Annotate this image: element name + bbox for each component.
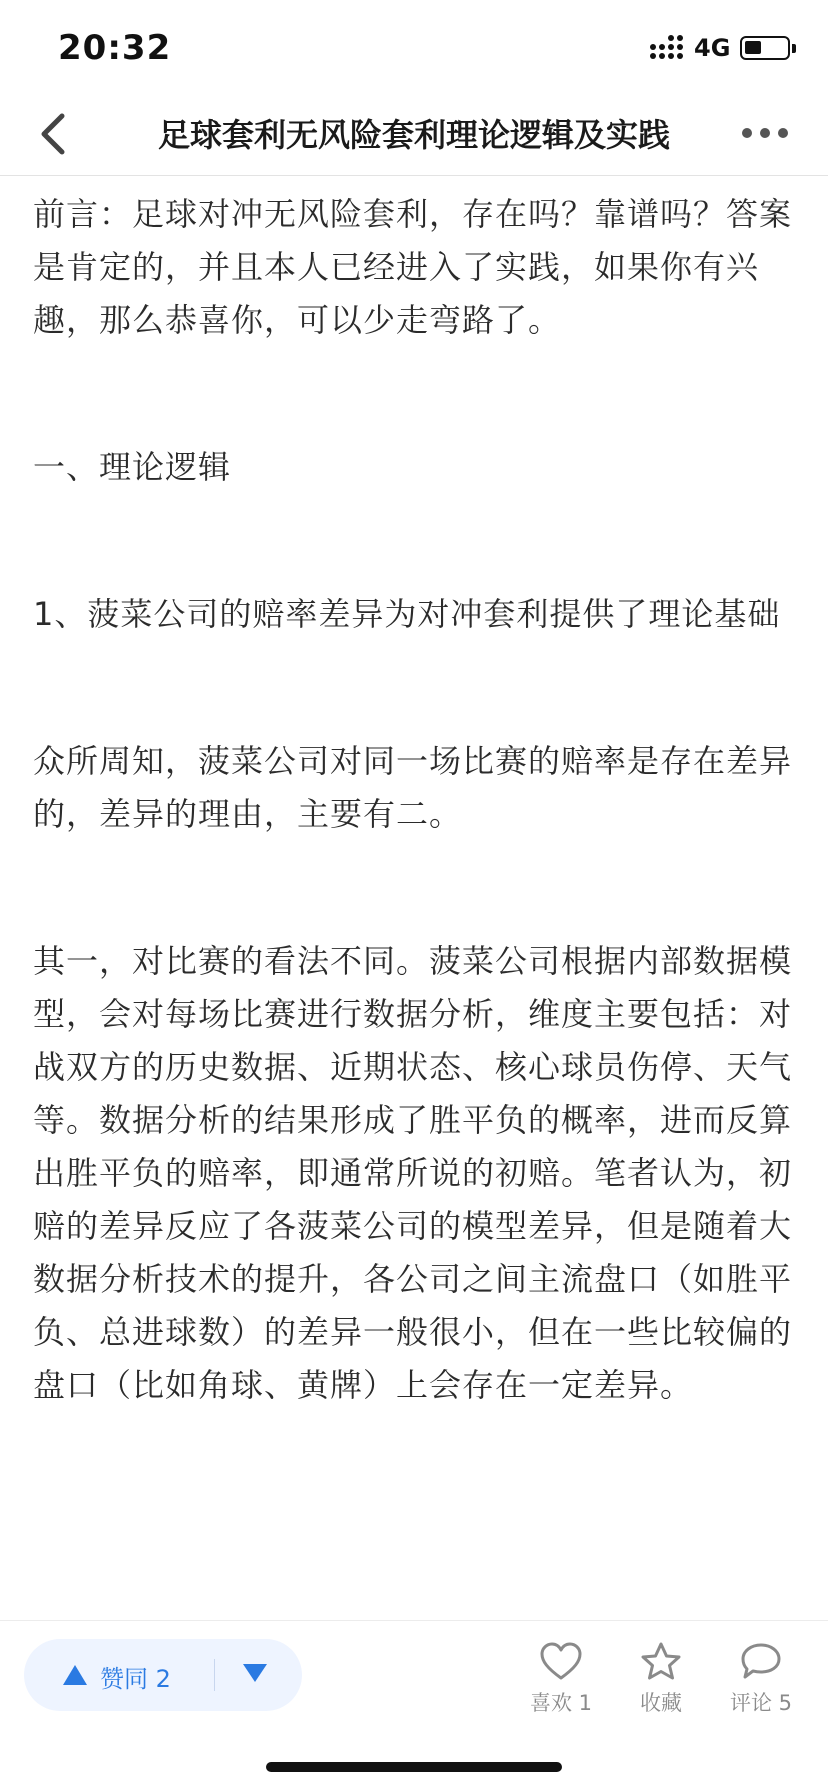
article-paragraph: 众所周知，菠菜公司对同一场比赛的赔率是存在差异的，差异的理由，主要有二。 xyxy=(33,742,793,833)
downvote-triangle-icon xyxy=(242,1661,268,1683)
heart-icon xyxy=(539,1641,583,1681)
upvote-button[interactable] xyxy=(62,1661,212,1691)
page-title: 足球套利无风险套利理论逻辑及实践 xyxy=(157,116,670,154)
nav-bar xyxy=(0,96,828,176)
upvote-label: 赞同 2 xyxy=(100,1665,171,1693)
more-dots-icon[interactable] xyxy=(740,118,790,148)
article-heading: 一、理论逻辑 xyxy=(33,448,232,486)
article-subheading: 1、菠菜公司的赔率差异为对冲套利提供了理论基础 xyxy=(33,595,781,633)
article-body xyxy=(33,188,799,1412)
battery-icon xyxy=(740,36,790,60)
status-bar xyxy=(0,0,828,96)
star-icon xyxy=(639,1641,683,1681)
battery-cap xyxy=(792,44,796,53)
comment-bubble-icon xyxy=(739,1641,783,1681)
network-type: 4G xyxy=(694,34,731,62)
downvote-button[interactable] xyxy=(242,1661,276,1691)
article-paragraph: 其一，对比赛的看法不同。菠菜公司根据内部数据模型，会对每场比赛进行数据分析，维度主要包括：对战双方的历史数据、近期状态、核心球员伤停、天气等。数据分析的结果形成了胜平负的概率，进而反算出胜平负的赔率，即通常所说的初赔。笔者认为，初赔的差异反应了各菠菜公司的模型差异，但是随着大数据分析技术的提升，各公司之间主流盘口（如胜平负、总进球数）的差异一般很小，但在一些比较偏的盘口（比如角球、黄牌）上会存在一定差异。 xyxy=(33,942,793,1404)
back-chevron-icon[interactable] xyxy=(36,112,76,156)
comment-button[interactable] xyxy=(716,1641,806,1737)
favorite-label: 收藏 xyxy=(640,1691,682,1715)
favorite-button[interactable] xyxy=(616,1641,706,1737)
signal-dots-icon xyxy=(650,38,690,62)
comment-label: 评论 5 xyxy=(729,1691,793,1715)
like-label: 喜欢 1 xyxy=(529,1691,593,1715)
vote-divider xyxy=(214,1659,215,1691)
upvote-triangle-icon xyxy=(62,1664,88,1686)
vote-group xyxy=(24,1639,302,1711)
home-indicator[interactable] xyxy=(266,1762,562,1772)
status-time: 20:32 xyxy=(58,28,172,68)
article-intro: 前言：足球对冲无风险套利，存在吗？靠谱吗？答案是肯定的，并且本人已经进入了实践，如果你有兴趣，那么恭喜你，可以少走弯路了。 xyxy=(33,195,793,339)
like-button[interactable] xyxy=(516,1641,606,1737)
